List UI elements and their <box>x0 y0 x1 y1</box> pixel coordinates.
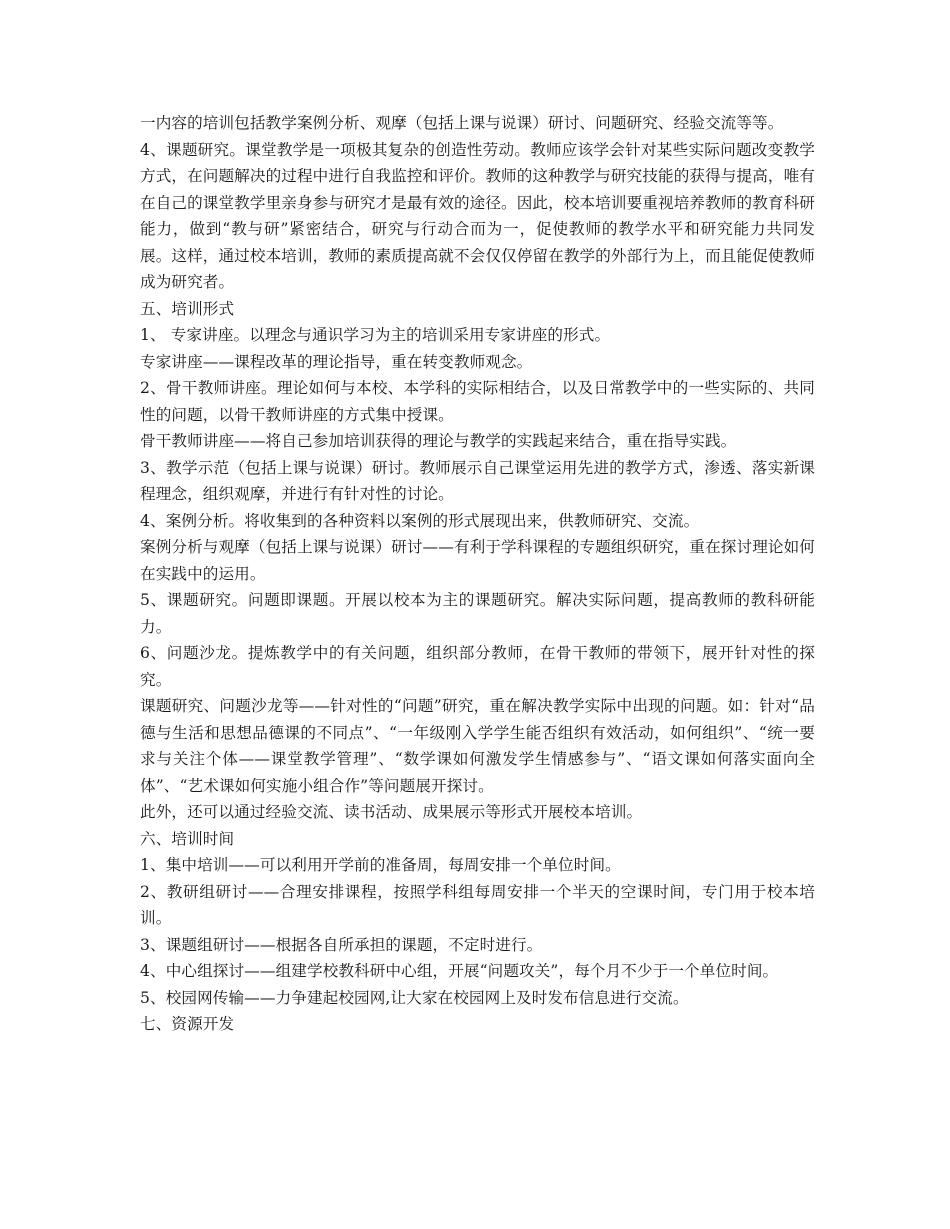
section-heading: 六、培训时间 <box>140 829 235 848</box>
paragraph: 专家讲座——课程改革的理论指导，重在转变教师观念。 <box>140 352 533 371</box>
paragraph: 课题研究、问题沙龙等——针对性的“问题”研究，重在解决教学实际中出现的问题。如：针对“品德与生活和思想品德课的不同点”、“一年级刚入学学生能否组织有效活动，如何组织”、“统一要求与关注个体——课堂教学管理”、“数学课如何激发学生情感参与”、“语文课如何落实面向全体”、“艺术课如何实施小组合作”等问题展开探讨。 <box>140 697 815 795</box>
list-item: 2、教研组研讨——合理安排课程，按照学科组每周安排一个半天的空课时间，专门用于校本培训。 <box>140 882 815 927</box>
paragraph: 案例分析与观摩（包括上课与说课）研讨——有利于学科课程的专题组织研究，重在探讨理论如何在实践中的运用。 <box>140 538 815 583</box>
section-heading: 七、资源开发 <box>140 1015 235 1033</box>
list-item: 2、骨干教师讲座。理论如何与本校、本学科的实际相结合，以及日常教学中的一些实际的、共同性的问题，以骨干教师讲座的方式集中授课。 <box>140 379 815 424</box>
list-item: 6、问题沙龙。提炼教学中的有关问题，组织部分教师，在骨干教师的带领下，展开针对性的探究。 <box>140 644 815 689</box>
document-body <box>140 110 815 1038</box>
section-heading: 五、培训形式 <box>140 299 235 318</box>
paragraph: 此外，还可以通过经验交流、读书活动、成果展示等形式开展校本培训。 <box>140 803 643 821</box>
paragraph: 4、课题研究。课堂教学是一项极其复杂的创造性劳动。教师应该学会针对某些实际问题改变教学方式，在问题解决的过程中进行自我监控和评价。教师的这种教学与研究技能的获得与提高，唯有在自己的课堂教学里亲身参与研究才是最有效的途径。因此，校本培训要重视培养教师的教育科研能力，做到“教与研”紧密结合，研究与行动合而为一，促使教师的教学水平和研究能力共同发展。这样，通过校本培训，教师的素质提高就不会仅仅停留在教学的外部行为上，而且能促使教师成为研究者。 <box>140 140 815 291</box>
list-item: 4、中心组探讨——组建学校教科研中心组，开展“问题攻关”，每个月不少于一个单位时间。 <box>140 962 779 980</box>
list-item: 5、课题研究。问题即课题。开展以校本为主的课题研究。解决实际问题，提高教师的教科研能力。 <box>140 591 815 636</box>
list-item: 1、集中培训——可以利用开学前的准备周，每周安排一个单位时间。 <box>140 856 621 874</box>
list-item: 3、课题组研讨——根据各自所承担的课题，不定时进行。 <box>140 935 543 954</box>
list-item: 1、 专家讲座。以理念与通识学习为主的培训采用专家讲座的形式。 <box>140 326 611 344</box>
paragraph: 骨干教师讲座——将自己参加培训获得的理论与教学的实践起来结合，重在指导实践。 <box>140 432 737 450</box>
list-item: 3、教学示范（包括上课与说课）研讨。教师展示自己课堂运用先进的教学方式，渗透、落实新课程理念，组织观摩，并进行有针对性的讨论。 <box>140 458 815 503</box>
list-item: 4、案例分析。将收集到的各种资料以案例的形式展现出来，供教师研究、交流。 <box>140 511 700 530</box>
list-item: 5、校园网传输——力争建起校园网,让大家在校园网上及时发布信息进行交流。 <box>140 988 689 1007</box>
paragraph: 一内容的培训包括教学案例分析、观摩（包括上课与说课）研讨、问题研究、经验交流等等。 <box>140 114 784 132</box>
